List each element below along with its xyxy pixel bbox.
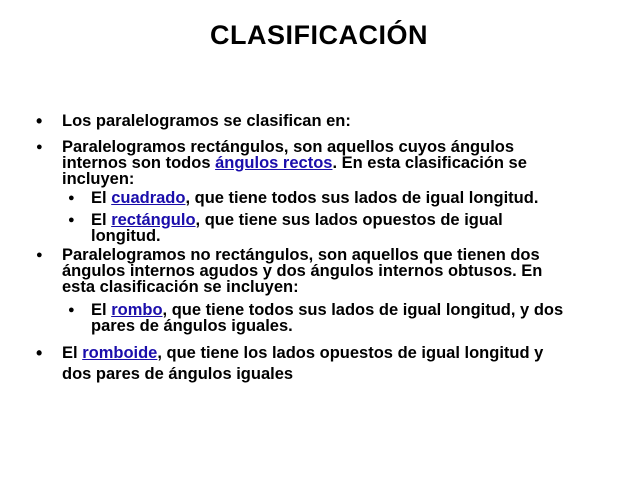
paragraph-2 (62, 139, 527, 187)
bullet-1-icon: • (36, 111, 43, 131)
item-rombo (91, 302, 563, 334)
item-rectangulo (91, 212, 503, 244)
paragraph-1 (62, 113, 351, 129)
item-rombo-line-2: pares de ángulos iguales. (91, 317, 293, 335)
link-angulos-rectos[interactable]: ángulos rectos (215, 154, 333, 172)
item-cuadrado-pre: El (91, 189, 112, 207)
paragraph-2-line-1: Paralelogramos rectángulos, son aquellos cuyos ángulos (62, 138, 515, 156)
paragraph-4-line-2: dos pares de ángulos iguales (62, 365, 294, 383)
link-cuadrado[interactable]: cuadrado (111, 189, 186, 207)
item-rectangulo-post: , que tiene sus lados opuestos de igual (195, 211, 503, 229)
sub-bullet-rombo-icon: ● (68, 304, 75, 316)
sub-bullet-cuadrado-icon: ● (68, 192, 75, 204)
paragraph-3-line-3: esta clasificación se incluyen: (62, 278, 299, 296)
link-rectangulo[interactable]: rectángulo (111, 211, 196, 229)
paragraph-1-text: Los paralelogramos se clasifican en: (62, 112, 351, 130)
item-rombo-line-1 (91, 302, 563, 318)
item-cuadrado (91, 190, 538, 206)
link-romboide[interactable]: romboide (82, 344, 158, 362)
bullet-4-icon: • (36, 343, 43, 363)
paragraph-3-line-1: Paralelogramos no rectángulos, son aquellos que tienen dos (62, 246, 540, 264)
bullet-3-icon: ● (36, 249, 43, 261)
slide-title: CLASIFICACIÓN (210, 20, 428, 50)
paragraph-2-text-post: . En esta clasificación se (332, 154, 527, 172)
paragraph-2-line-3: incluyen: (62, 170, 135, 188)
paragraph-3 (62, 247, 542, 295)
link-rombo[interactable]: rombo (111, 301, 163, 319)
item-rectangulo-line-2: longitud. (91, 227, 161, 245)
item-rectangulo-line-1 (91, 212, 503, 228)
item-rombo-pre: El (91, 301, 112, 319)
paragraph-2-text: internos son todos (62, 154, 216, 172)
item-cuadrado-post: , que tiene todos sus lados de igual longitud. (185, 189, 539, 207)
paragraph-2-line-2 (62, 155, 527, 171)
paragraph-4 (62, 343, 543, 385)
paragraph-4-pre: El (62, 344, 83, 362)
sub-bullet-rectangulo-icon: ● (68, 214, 75, 226)
bullet-2-icon: ● (36, 141, 43, 153)
paragraph-4-line-1 (62, 343, 543, 364)
paragraph-4-post: , que tiene los lados opuestos de igual longitud y (157, 344, 544, 362)
paragraph-3-line-2: ángulos internos agudos y dos ángulos internos obtusos. En (62, 262, 543, 280)
item-rectangulo-pre: El (91, 211, 112, 229)
item-rombo-post: , que tiene todos sus lados de igual longitud, y dos (162, 301, 564, 319)
